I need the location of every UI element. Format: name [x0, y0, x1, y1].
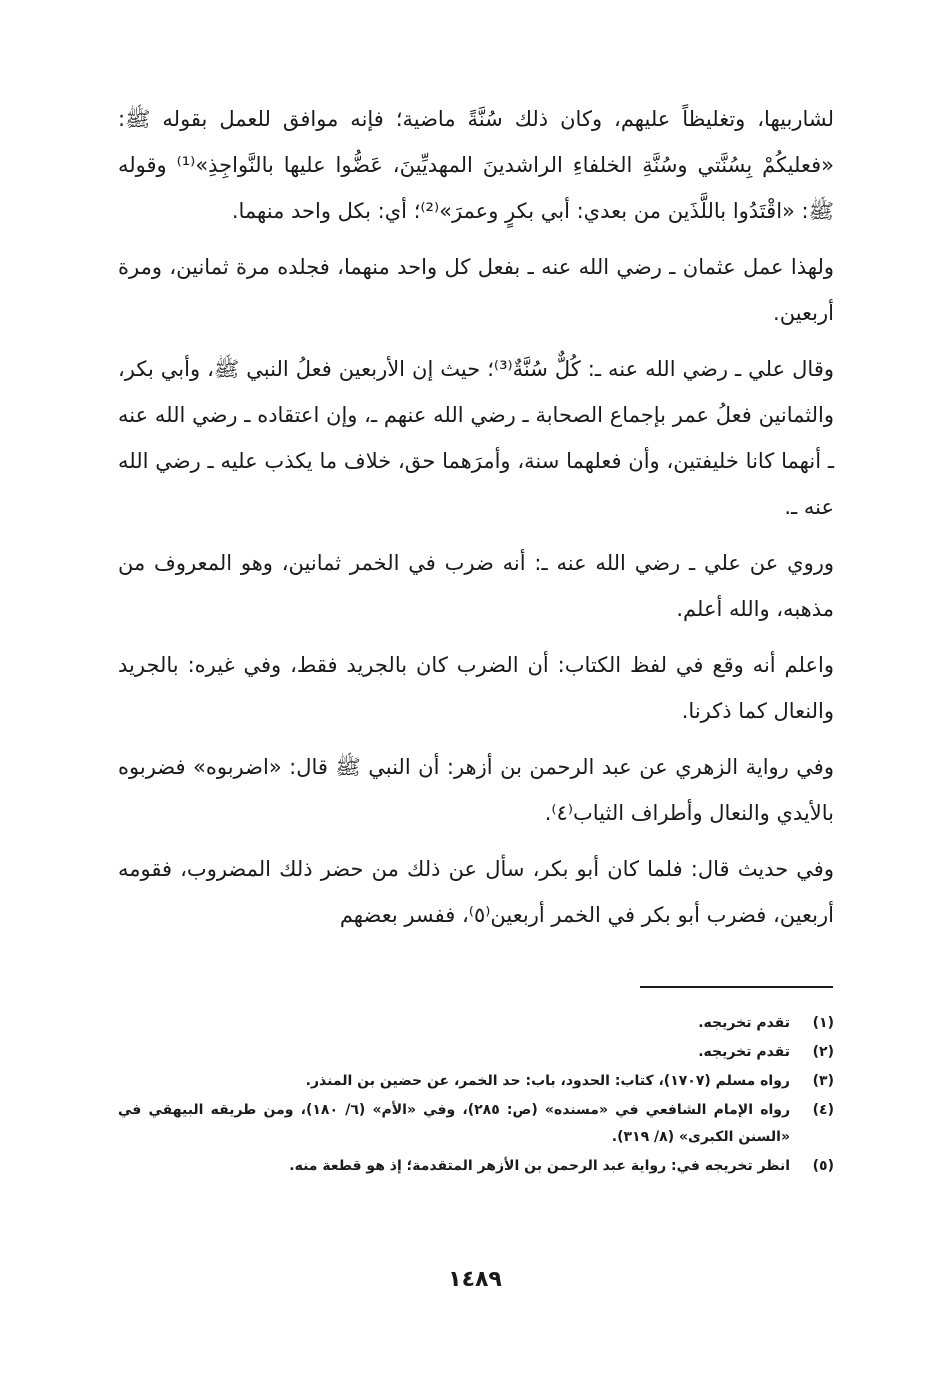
paragraph: وفي رواية الزهري عن عبد الرحمن بن أزهر: أن النبي ﷺ قال: «اضربوه» فضربوه بالأيدي والنعال وأطراف الثياب⁽٤⁾.	[118, 755, 834, 825]
footnote	[118, 1153, 834, 1180]
footnote-text: رواه مسلم (١٧٠٧)، كتاب: الحدود، باب: حد الخمر، عن حضين بن المنذر.	[305, 1073, 790, 1089]
footnote	[118, 1039, 834, 1066]
footnote	[118, 1068, 834, 1095]
footnote-number: (٢)	[812, 1044, 834, 1060]
paragraph: لشاربيها، وتغليظاً عليهم، وكان ذلك سُنَّةً ماضية؛ فإنه موافق للعمل بقوله ﷺ: «فعليكُمْ بِسُنَّتي وسُنَّةِ الخلفاءِ الراشدينَ المهديِّينَ، عَضُّوا عليها بالنَّواجِذِ»⁽¹⁾ وقوله ﷺ: «اقْتَدُوا باللَّذَين من بعدي: أبي بكرٍ وعمرَ»⁽²⁾؛ أي: بكل واحد منهما.	[118, 107, 834, 223]
footnote	[118, 1010, 834, 1037]
footnote-number: (٤)	[812, 1102, 834, 1118]
footnote-number: (٣)	[812, 1073, 834, 1089]
paragraph: وروي عن علي ـ رضي الله عنه ـ: أنه ضرب في الخمر ثمانين، وهو المعروف من مذهبه، والله أعلم.	[118, 551, 834, 621]
footnote	[118, 1097, 834, 1151]
footnote-number: (١)	[812, 1015, 834, 1031]
paragraph: وقال علي ـ رضي الله عنه ـ: كُلٌّ سُنَّةٌ⁽³⁾؛ حيث إن الأربعين فعلُ النبي ﷺ، وأبي بكر، والثمانين فعلُ عمر بإجماع الصحابة ـ رضي الله عنهم ـ، وإن اعتقاده ـ رضي الله عنه ـ أنهما كانا خليفتين، وأن فعلهما سنة، وأمرَهما حق، خلاف ما يكذب عليه ـ رضي الله عنه ـ.	[118, 357, 834, 519]
footnote-text: رواه الإمام الشافعي في «مسنده» (ص: ٢٨٥)، وفي «الأم» (٦/ ١٨٠)، ومن طريقه البيهقي في «السنن الكبرى» (٨/ ٣١٩).	[118, 1102, 791, 1145]
paragraph: واعلم أنه وقع في لفظ الكتاب: أن الضرب كان بالجريد فقط، وفي غيره: بالجريد والنعال كما ذكرنا.	[118, 653, 834, 723]
footnote-text: تقدم تخريجه.	[698, 1044, 790, 1060]
page-number: ١٤٨٩	[448, 1267, 502, 1292]
footnote-separator	[640, 986, 833, 988]
footnote-text: انظر تخريجه في: رواية عبد الرحمن بن الأزهر المتقدمة؛ إذ هو قطعة منه.	[289, 1158, 790, 1174]
footnote-number: (٥)	[812, 1158, 834, 1174]
footnotes	[118, 1010, 834, 1182]
footnote-text: تقدم تخريجه.	[698, 1015, 790, 1031]
main-text	[118, 96, 834, 948]
paragraph: ولهذا عمل عثمان ـ رضي الله عنه ـ بفعل كل واحد منهما، فجلده مرة ثمانين، ومرة أربعين.	[118, 255, 834, 325]
paragraph: وفي حديث قال: فلما كان أبو بكر، سأل عن ذلك من حضر ذلك المضروب، فقومه أربعين، فضرب أبو بكر في الخمر أربعين⁽٥⁾، ففسر بعضهم	[118, 857, 834, 927]
